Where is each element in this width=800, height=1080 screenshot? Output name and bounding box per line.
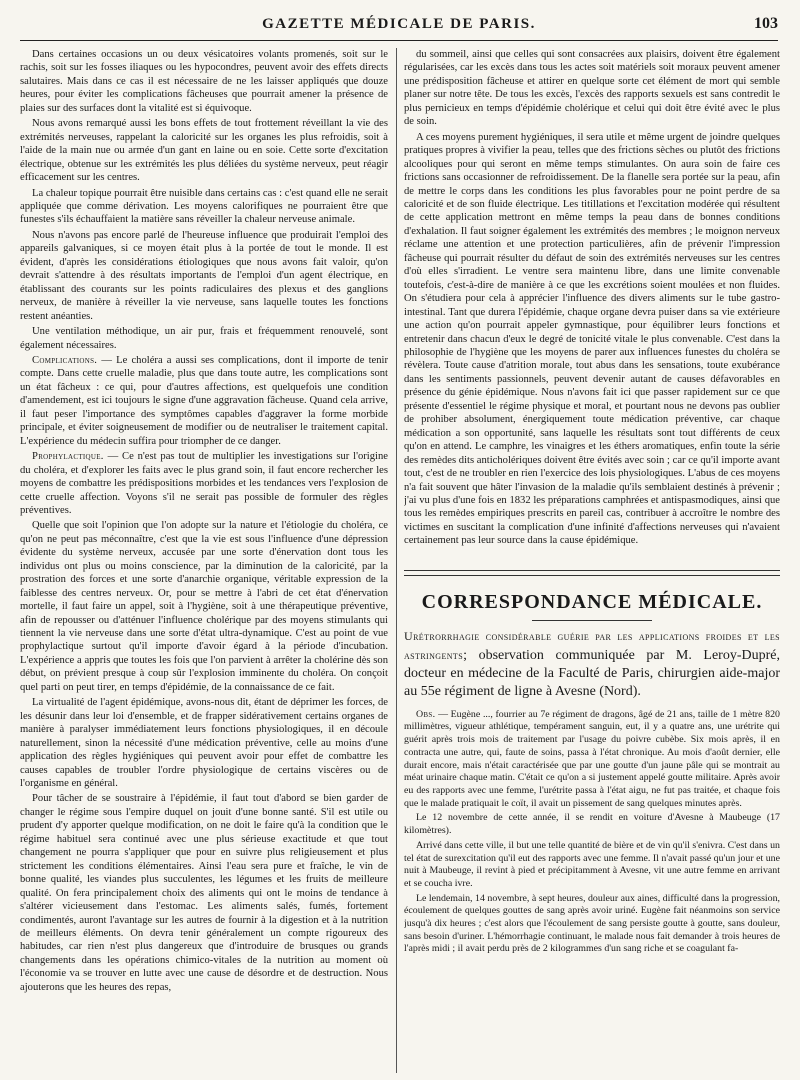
obs-label: Obs.: [416, 708, 436, 720]
paragraph: [20, 354, 388, 448]
section-label: Complications.: [32, 354, 98, 366]
paragraph: Dans certaines occasions un ou deux vésicatoires volants promenés, soit sur le rachis, soit sur les fosses iliaques ou les hypocondres, peuvent avoir des effets directs salutaires. Mais dans ce cas il est nécessaire de ne les laisser appliqués que douze heures, pour éviter les complications fâcheuses que pourrait amener la présence de plaies sur des surfaces dont la vitalité est si équivoque.: [20, 49, 388, 114]
section-label: Prophylactique.: [32, 451, 104, 463]
paragraph: La virtualité de l'agent épidémique, avons-nous dit, étant de déprimer les forces, de les désunir dans leur loi d'ensemble, et de frapper sidérativement certains organes de manière à paralyser immédiatement leurs fonctions physiologiques, il en découle naturellement, sinon la nécessité d'une médication préventive, celle au moins d'une application des règles hygiéniques qui peuvent avoir pour effet de combattre les causes capables de troubler l'ordre physiologique de certains viscères ou de l'organisme en général.: [20, 697, 388, 790]
page-number: 103: [754, 15, 778, 32]
journal-title: GAZETTE MÉDICALE DE PARIS.: [262, 16, 536, 32]
article-title: [404, 627, 780, 701]
observation-block: [404, 709, 780, 956]
paragraph: Pour tâcher de se soustraire à l'épidémie, il faut tout d'abord se bien garder de changer le régime sous l'empire duquel on jouit d'une bonne santé. S'il est utile ou prudent d'y apporter quelque modification, on ne doit le faire qu'à la condition que le régime habituel sera continué avec une plus sérieuse exactitude et que tout changement ne pourra s'appliquer que pour en suivre plus religieusement et plus strictement les conditions élémentaires. Ainsi l'eau sera pure et fraîche, le vin de bonne qualité, les viandes plus succulentes, les légumes et les fruits de meilleure qualité. On fera principalement choix des aliments qui ont le moins de tendance à s'altérer vicieusement dans l'estomac. Les aliments salés, fumés, fortement condimentés, auront l'avantage sur les autres de fournir à la digestion et à la nutrition de meilleurs éléments. On devra tenir généralement un compte rigoureux des habitudes, car rien n'est plus dangereux que d'introduire de brusques ou grands changements dans les opérations chimico-vitales de la nutrition au moment où l'économie va se trouver en lutte avec une cause de désordre et de destruction. Nous ajouterons que les heures des repas,: [20, 793, 388, 993]
article-title-rest: ; observation communiquée par M. Leroy-Dupré, docteur en médecine de la Faculté de Paris, chirurgien aide-major au 55e régiment de ligne à Avesne (Nord).: [404, 647, 780, 699]
section-rule: [404, 570, 780, 576]
paragraph: Arrivé dans cette ville, il but une telle quantité de bière et de vin qu'il s'enivra. C'est dans un tel état de surexcitation qu'il eut des rapports avec une femme. Il n'avait passé qu'un jour et une nuit à Maubeuge, il revint à pied et précipitamment à Avesne, vit une autre femme en arrivant et se coucha ivre.: [404, 839, 780, 889]
paragraph-text: — Le choléra a aussi ses complications, dont il importe de tenir compte. Dans cette cruelle maladie, plus que dans toute autre, les complications sont un état fâcheux : ce qui, pour d'autres affections, est quelquefois une condition d'amendement, est ici toujours le signe d'une aggravation fâcheuse. Quand cela arrive, il faut peser l'importance des symptômes capables d'aggraver la forme morbide principale, et éviter soigneusement de modifier ou de neutraliser le traitement capital. L'expérience du médecin suffira pour triompher de ce danger.: [20, 354, 388, 447]
right-column: [404, 48, 780, 1073]
left-column: [20, 48, 388, 1073]
paragraph: Le lendemain, 14 novembre, à sept heures, douleur aux aines, difficulté dans la progression, écoulement de quelques gouttes de sang après avoir uriné. Eugène fait néanmoins son service jusqu'à dix heures ; c'est alors que l'écoulement de sang persiste goutte à goutte, sans douleur, sans besoin d'uriner. L'hémorrhagie continuant, le malade nous fait demander à trois heures de l'après midi ; il avait perdu près de 2 kilogrammes d'un sang riche et se coagulant fa-: [404, 892, 780, 955]
page-header: [20, 14, 778, 41]
paragraph: A ces moyens purement hygiéniques, il sera utile et même urgent de joindre quelques pratiques propres à vivifier la peau, telles que des frictions sèches ou plutôt des frictions alcooliques pour qui seront en même temps stimulantes. On aura soin de faire ces frictions sans occasionner de refroidissement. De la flanelle sera portée sur la peau, afin de mettre le corps dans les conditions les plus favorables pour ne point perdre de sa caloricité et de son fluide électrique. Les titillations et l'excitation modérée qui résultent de cette application mettront en même temps la peau dans de bonnes conditions d'exhalation. Il faut soigner également les extrémités des membres ; le moignon nerveux réclame une attention et une protection particulières, afin de prévenir l'impression fâcheuse qui pourrait résulter du défaut de soin des extrémités nerveuses sur les centres d'où elles s'irradient. Le ventre sera maintenu libre, dans une limite convenable toutefois, c'est-à-dire de manière à ce que les excrétions soient moulées et non fluides. On s'étudiera pour cela à apprécier l'influence des divers aliments sur le tube gastro-intestinal. Tant que durera l'épidémie, chaque organe devra puiser dans sa vie extérieure une action qu'on pourrait appeler gymnastique, pour équilibrer leurs fonctions et entretenir dans chacun d'eux le degré de tonicité vitale le plus convenable. C'est dans la philosophie de l'hygiène que les moyens de parer aux influences funestes du choléra se révèlera. Toute cause d'atrition morale, tout abus dans les sensations, toute exubérance dans les sentiments passionnels, peuvent devenir autant de causes défavorables en présence du génie épidémique. Nous n'avons fait ici que passer rapidement sur ce que présente d'essentiel le régime physique et moral, et pourtant nous ne devons pas oublier de prohiber absolument, énergiquement toute médication préventive, car chaque médication a son opportunité, sans laquelle les résultats sont tout différents de ceux qu'on en attend. Le camphre, les vinaigres et les éthers aromatiques, enfin toute la série des remèdes dits anticholériques doivent être évités avec soin ; car ce qu'il importe avant tout, c'est de ne troubler en rien l'exercice des lois physiologiques. L'abus de ces moyens n'a fait souvent que hâter l'invasion de la maladie qu'ils semblaient destinés à prévenir ; j'ai vu plus d'une fois en 1832 les préparations camphrées et antispasmodiques, ainsi que tous les remèdes empiriques prescrits en pareil cas, contribuer à accroître le nombre des victimes en suscitant la complication d'une infinité d'affections nerveuses qui n'avaient certainement pas leur source dans la cause épidémique.: [404, 131, 780, 547]
section-title: CORRESPONDANCE MÉDICALE.: [421, 590, 763, 613]
paragraph: Quelle que soit l'opinion que l'on adopte sur la nature et l'étiologie du choléra, ce qu'on ne peut pas méconnaître, c'est que la vie est sous l'influence d'une dépression évidente du système nerveux, accusée par une sorte d'énervation dont tous les individus ont plus ou moins conscience, par la diminution de la caloricité, par la prostration des forces et une sorte d'anarchie organique, véritable expression de la faiblesse des centres nerveux. Or, pour se mettre à l'abri de cet état d'énervation mortelle, il faut faire un appel, soit à l'hygiène, soit à une thérapeutique préventive, afin de repousser ou d'atténuer l'influence cholérique par des moyens stimulants qui tiennent la vie nerveuse dans une sorte d'état ultra-dynamique. C'est au point de vue prophylactique surtout qu'il importe d'avoir égard à la période d'incubation. L'expérience a appris que toutes les fois que l'on parvient à arrêter la cholérine dès son début, on prévient presque à coup sûr l'explosion imminente du choléra. On conçoit quel parti on peut tirer, en temps d'épidémie, de la connaissance de ce fait.: [20, 520, 388, 693]
paragraph: Une ventilation méthodique, un air pur, frais et fréquemment renouvelé, sont également nécessaires.: [20, 326, 388, 351]
paragraph: [404, 709, 780, 811]
paragraph: Nous n'avons pas encore parlé de l'heureuse influence que produirait l'emploi des appareils galvaniques, si ce moyen était plus à la portée de tout le monde. Il est évident, d'après les considérations étiologiques que nous avons fait valoir, qu'on devrait s'attendre à des résultats importants de l'emploi d'un agent électrique, en établissant des courants sur les points radiculaires des plexus et des ganglions nerveux, de manière à réveiller la vie nerveuse, sans laquelle toutes les fonctions restent anéanties.: [20, 229, 388, 322]
article-title-caps: Urétrorrhagie considérable guérie par les applications froides et les astringents: [404, 628, 780, 662]
paragraph: Nous avons remarqué aussi les bons effets de tout frottement réveillant la vie des extrémités nerveuses, rappelant la caloricité sur les organes les plus refroidis, soit à l'aide de la main nue ou armée d'un gant en laine ou en soie. Cette sorte d'excitation électrique, obtenue sur les extrémités les plus déliées du système nerveux, peut réagir efficacement sur les centres.: [20, 118, 388, 184]
title-underline: [532, 620, 652, 621]
paragraph: [20, 450, 388, 517]
column-divider: [396, 48, 397, 1073]
paragraph-text: — Eugène ..., fourrier au 7e régiment de dragons, âgé de 21 ans, taille de 1 mètre 820 millimètres, vigueur athlétique, tempérament sanguin, eut, il y a quatre ans, une urétrite qui guérit après trois mois de traitement par l'usage du poivre cubèbe. Six mois après, il en contracta une autre, qui, faute de soins, passa à l'état chronique. Au mois d'août dernier, elle durait encore, mais n'était caractérisée que par une goutte d'un jaune pâle qui se montrait au méat urinaire chaque matin. C'était ce qu'on a si justement appelé goutte militaire. Après avoir eu des rapports avec une femme, l'urétrite passa à l'état aigu, ne fut pas traitée, et chaque fois que le malade pratiquait le coït, il avait un pissement de sang quelques minutes après.: [404, 708, 780, 809]
paragraph: du sommeil, ainsi que celles qui sont consacrées aux plaisirs, doivent être également régularisées, car les excès dans tous les actes soit matériels soit moraux peuvent amener une prédisposition fâcheuse et attirer en quelque sorte cet élément de mort qui semble planer sur notre tête. De tous les excès, l'excès des rapports sexuels est sans contredit le plus pernicieux en temps d'épidémie cholérique et celui qui doit être évité avec le plus de soin.: [404, 49, 780, 128]
paragraph: Le 12 novembre de cette année, il se rendit en voiture d'Avesne à Maubeuge (17 kilomètres).: [404, 812, 780, 837]
paragraph-text: — Ce n'est pas tout de multiplier les investigations sur l'origine du choléra, et d'explorer les faits avec le plus grand soin, il faut encore rechercher les moyens de combattre les prédispositions morbides et les tendances vers l'explosion de cette cruelle affection. Voyons s'il ne serait pas possible de formuler des règles préventives.: [20, 451, 388, 516]
paragraph: La chaleur topique pourrait être nuisible dans certains cas : c'est quand elle ne serait appliquée que comme dérivation. Les moyens calorifiques ne pourraient être que funestes s'ils échauffaient la matière sans réveiller la chaleur nerveuse animale.: [20, 187, 388, 226]
